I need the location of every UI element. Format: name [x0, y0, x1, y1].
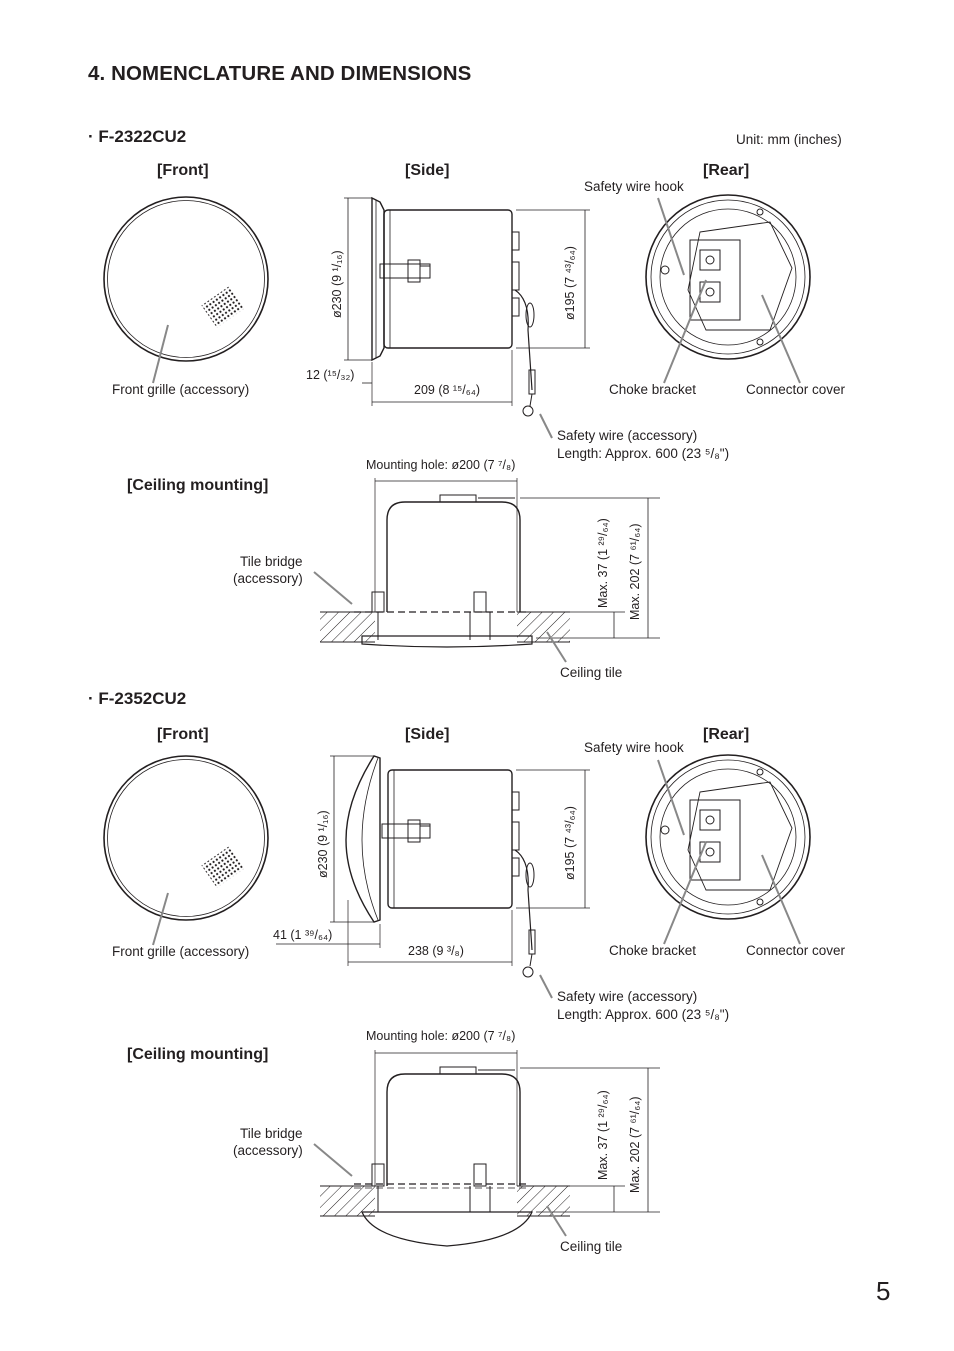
safety-wire-length-2: Length: Approx. 600 (23 ⁵/₈")	[557, 1007, 730, 1022]
tile-bridge-label-1a: Tile bridge	[240, 554, 303, 569]
front-grille-label-2: Front grille (accessory)	[112, 944, 250, 959]
dim-flange-2: 41 (1 ³⁹/₆₄)	[273, 928, 333, 942]
safety-wire-hook-label-2: Safety wire hook	[584, 740, 684, 755]
front-view-1	[104, 197, 268, 383]
front-grille-label-1: Front grille (accessory)	[112, 382, 250, 397]
front-label-2: [Front]	[157, 726, 209, 743]
rear-label-1: [Rear]	[703, 162, 750, 179]
tile-bridge-label-2b: (accessory)	[233, 1143, 303, 1158]
dim-max37-1: Max. 37 (1 ²⁹/₆₄)	[596, 518, 610, 608]
connector-cover-label-2: Connector cover	[746, 943, 846, 958]
safety-wire-label-2: Safety wire (accessory)	[557, 989, 698, 1004]
side-label-2: [Side]	[405, 726, 450, 743]
ceiling-tile-label-2: Ceiling tile	[560, 1239, 623, 1254]
front-view-2	[104, 756, 268, 945]
rear-view-1	[646, 195, 810, 383]
tile-bridge-label-2a: Tile bridge	[240, 1126, 303, 1141]
ceiling-label-1: [Ceiling mounting]	[127, 477, 269, 494]
tile-bridge-label-1b: (accessory)	[233, 571, 303, 586]
unit-note: Unit: mm (inches)	[736, 132, 842, 147]
ceiling-tile-label-1: Ceiling tile	[560, 665, 623, 680]
dim-max37-2: Max. 37 (1 ²⁹/₆₄)	[596, 1090, 610, 1180]
safety-wire-hook-label-1: Safety wire hook	[584, 179, 684, 194]
mounting-hole-2: Mounting hole: ø200 (7 ⁷/₈)	[366, 1029, 516, 1043]
safety-wire-label-1: Safety wire (accessory)	[557, 428, 698, 443]
rear-view-2	[646, 755, 810, 944]
dim-body-diameter-2: ø195 (7 ⁴³/₆₄)	[563, 806, 577, 880]
front-label-1: [Front]	[157, 162, 209, 179]
dim-body-diameter-1: ø195 (7 ⁴³/₆₄)	[563, 246, 577, 320]
model-title-1: · F-2322CU2	[88, 127, 187, 146]
dim-outer-diameter-1: ø230 (9 ¹/₁₆)	[330, 250, 344, 318]
side-label-1: [Side]	[405, 162, 450, 179]
safety-wire-length-1: Length: Approx. 600 (23 ⁵/₈")	[557, 446, 730, 461]
mounting-hole-1: Mounting hole: ø200 (7 ⁷/₈)	[366, 458, 516, 472]
connector-cover-label-1: Connector cover	[746, 382, 846, 397]
choke-bracket-label-2: Choke bracket	[609, 943, 697, 958]
page-heading: 4. NOMENCLATURE AND DIMENSIONS	[88, 62, 472, 85]
model-title-2: · F-2352CU2	[88, 689, 187, 708]
ceiling-label-2: [Ceiling mounting]	[127, 1046, 269, 1063]
dim-max202-1: Max. 202 (7 ⁶¹/₆₄)	[628, 523, 642, 620]
choke-bracket-label-1: Choke bracket	[609, 382, 697, 397]
side-view-1	[344, 198, 590, 438]
rear-label-2: [Rear]	[703, 726, 750, 743]
dim-depth-2: 238 (9 ³/₈)	[408, 944, 464, 958]
dim-max202-2: Max. 202 (7 ⁶¹/₆₄)	[628, 1096, 642, 1193]
dim-flange-1: 12 (¹⁵/₃₂)	[306, 368, 355, 382]
dim-outer-diameter-2: ø230 (9 ¹/₁₆)	[316, 810, 330, 878]
dim-depth-1: 209 (8 ¹⁵/₆₄)	[414, 383, 481, 397]
page-number: 5	[876, 1276, 891, 1306]
